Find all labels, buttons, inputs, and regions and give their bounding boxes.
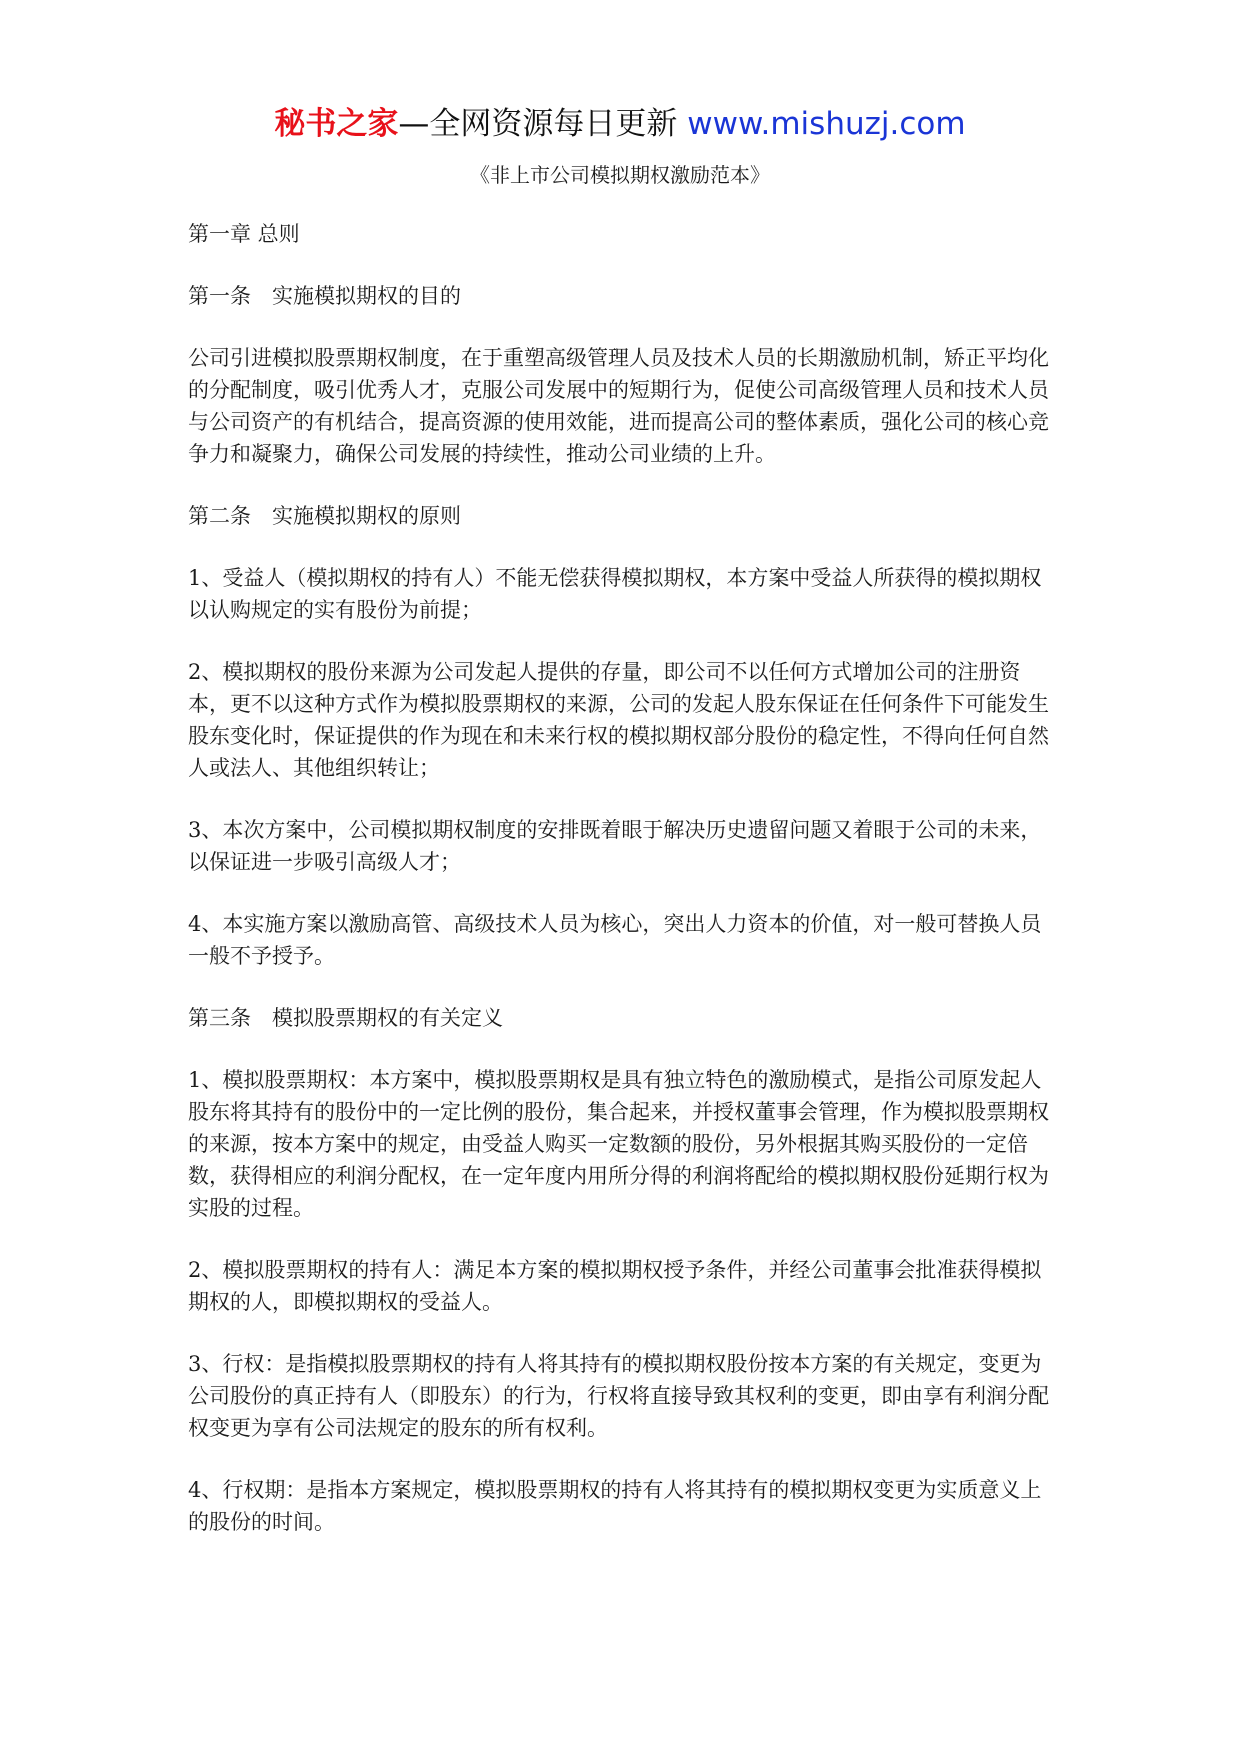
document-title: 《非上市公司模拟期权激励范本》 (470, 163, 770, 187)
chapter-heading: 第一章 总则 (188, 222, 300, 246)
article-3-item: 2、模拟股票期权的持有人：满足本方案的模拟期权授予条件，并经公司董事会批准获得模拟期权的人，即模拟期权的受益人。 (188, 1258, 1042, 1314)
article-2-item: 4、本实施方案以激励高管、高级技术人员为核心，突出人力资本的价值，对一般可替换人员一般不予授予。 (188, 912, 1042, 968)
article-1-heading: 第一条 实施模拟期权的目的 (188, 284, 461, 308)
site-url-link[interactable]: www.mishuzj.com (687, 106, 966, 142)
article-3-item: 1、模拟股票期权：本方案中，模拟股票期权是具有独立特色的激励模式，是指公司原发起人股东将其持有的股份中的一定比例的股份，集合起来，并授权董事会管理，作为模拟股票期权的来源，按本方案中的规定，由受益人购买一定数额的股份，另外根据其购买股份的一定倍数，获得相应的利润分配权，在一定年度内用所分得的利润将配给的模拟期权股份延期行权为实股的过程。 (188, 1068, 1049, 1220)
document-body (188, 218, 1058, 1568)
article-3-item: 4、行权期：是指本方案规定，模拟股票期权的持有人将其持有的模拟期权变更为实质意义上的股份的时间。 (188, 1478, 1042, 1534)
article-2-heading: 第二条 实施模拟期权的原则 (188, 504, 461, 528)
brand-slogan: —全网资源每日更新 (398, 106, 678, 142)
brand-name: 秘书之家 (274, 106, 399, 142)
article-2-item: 1、受益人（模拟期权的持有人）不能无偿获得模拟期权，本方案中受益人所获得的模拟期权以认购规定的实有股份为前提； (188, 566, 1042, 622)
site-banner (0, 100, 1240, 148)
article-3-item: 3、行权：是指模拟股票期权的持有人将其持有的模拟期权股份按本方案的有关规定，变更为公司股份的真正持有人（即股东）的行为，行权将直接导致其权利的变更，即由享有利润分配权变更为享有公司法规定的股东的所有权利。 (188, 1352, 1049, 1440)
article-1-paragraph: 公司引进模拟股票期权制度，在于重塑高级管理人员及技术人员的长期激励机制，矫正平均化的分配制度，吸引优秀人才，克服公司发展中的短期行为，促使公司高级管理人员和技术人员与公司资产的有机结合，提高资源的使用效能，进而提高公司的整体素质，强化公司的核心竞争力和凝聚力，确保公司发展的持续性，推动公司业绩的上升。 (188, 346, 1049, 466)
article-3-heading: 第三条 模拟股票期权的有关定义 (188, 1006, 503, 1030)
article-2-item: 2、模拟期权的股份来源为公司发起人提供的存量，即公司不以任何方式增加公司的注册资本，更不以这种方式作为模拟股票期权的来源，公司的发起人股东保证在任何条件下可能发生股东变化时，保证提供的作为现在和未来行权的模拟期权部分股份的稳定性，不得向任何自然人或法人、其他组织转让； (188, 660, 1049, 780)
article-2-item: 3、本次方案中，公司模拟期权制度的安排既着眼于解决历史遗留问题又着眼于公司的未来，以保证进一步吸引高级人才； (188, 818, 1042, 874)
